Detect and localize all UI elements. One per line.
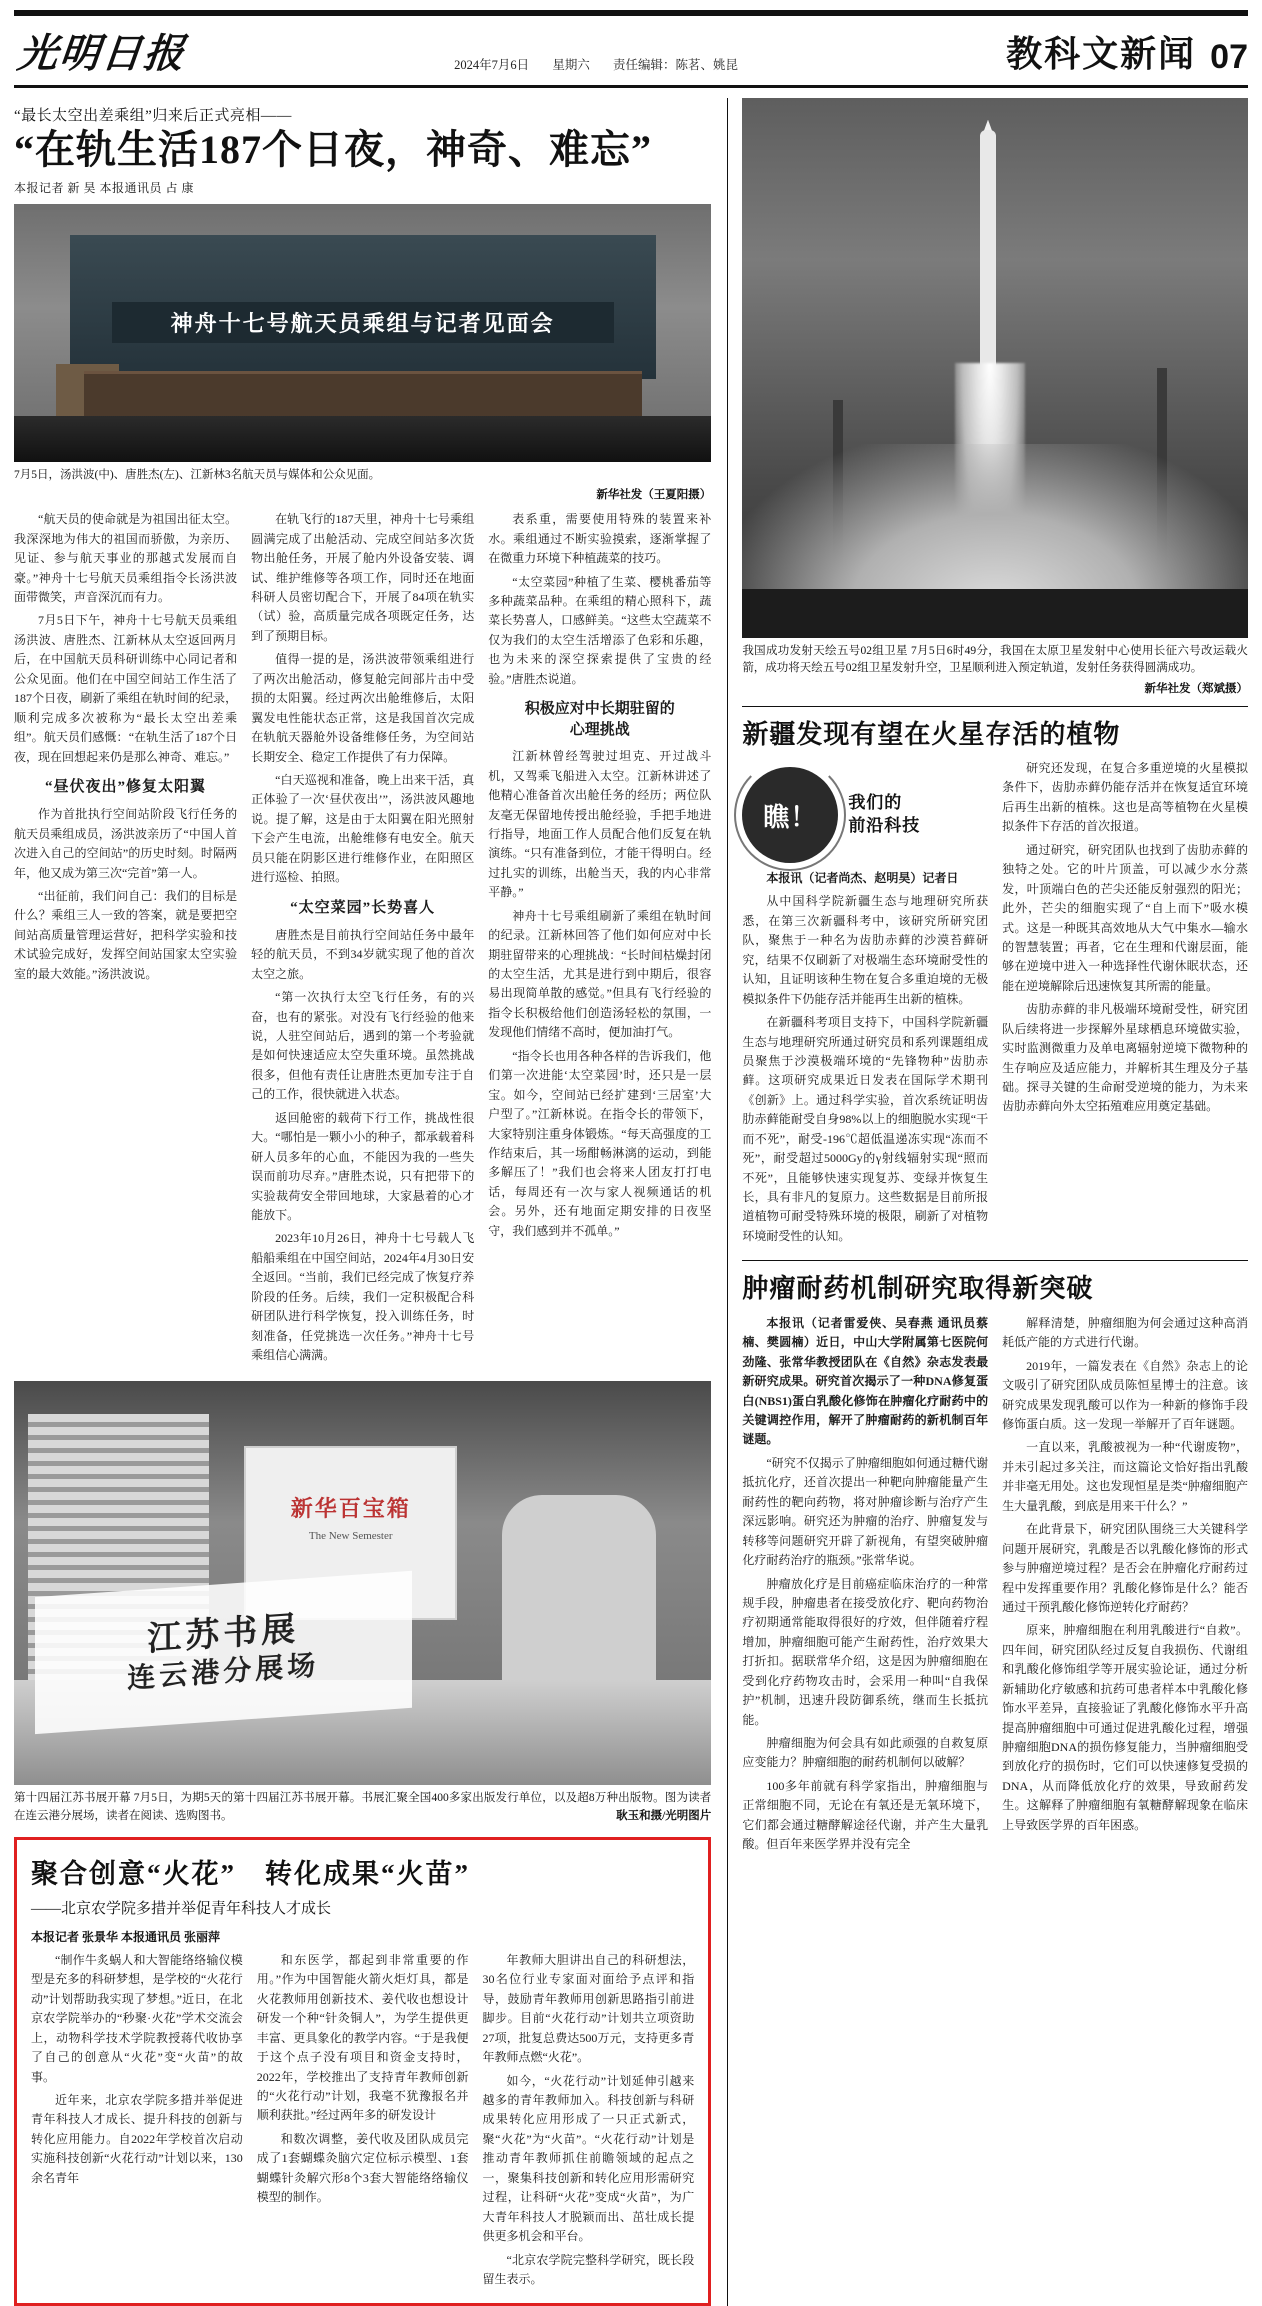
- tumor-col-1: [742, 1314, 988, 1859]
- paragraph: 在新疆科考项目支持下，中国科学院新疆生态与地理研究所通过研究员和系列课题组成员聚焦于沙漠极端环境的“先锋物种”齿肋赤藓。这项研究成果近日发表在国际学术期刊《创新》上。通过科学实验，首次系统证明齿肋赤藓能耐受自身98%以上的细胞脱水实现“干而不死”，耐受-196℃超低温递冻实现“冻而不死”，耐受超过5000Gy的γ射线辐射实现“照而不死”，且能够快速实现复苏、变绿并恢复生长，具有非凡的复原力。这些数据是目前所报道植物可耐受特殊环境的极限，刷新了对植物环境耐受性的认知。: [742, 1015, 989, 1243]
- paragraph: 从中国科学院新疆生态与地理研究所获悉，在第三次新疆科考中，该研究所研究团队，聚焦于一种名为齿肋赤藓的沙漠苔藓研究，结果不仅刷新了对极端生态环境耐受性的认知，且证明该种生物在复合多重迫境的无极模拟条件下仍能存活并能再生出新的植株。: [742, 894, 989, 1006]
- left-column: [14, 98, 711, 2306]
- page-number: 07: [1210, 38, 1248, 76]
- caption-text: 7月5日，汤洪波(中)、唐胜杰(左)、江新林3名航天员与媒体和公众见面。: [14, 469, 381, 481]
- paragraph: 唐胜杰是目前执行空间站任务中最年轻的航天员，不到34岁就实现了他的首次太空之旅。: [251, 927, 475, 981]
- display-box-title: 新华百宝箱: [290, 1496, 411, 1522]
- sci-column-badge: [742, 767, 988, 863]
- paragraph: 原来，肿瘤细胞在利用乳酸进行“自救”。四年间，研究团队经过反复自我损伤、代谢组和乳酸化修饰组学等开展实验论证，通过分析新辅助化疗敏感和抗药可患者样本中乳酸化修饰水平差异，直接验证了乳酸化修饰水平升高提高肿瘤细胞中可通过促进乳酸化过程，增强肿瘤细胞DNA的损伤修复能力，当肿瘤细胞受到放化疗的损伤时，它们可以快速修复受损的DNA，从而降低放化疗的效果，导致耐药发生。这解释了肿瘤细胞有氧糖酵解现象在临床上导致医学界的百年困惑。: [1002, 1623, 1248, 1832]
- paragraph: 如今，“火花行动”计划延伸引越来越多的青年教师加入。科技创新与科研成果转化应用形成了一只正式新式，聚“火花”为“火苗”。“火花行动”计划是推动青年教师抓住前瞻领域的起点之一，聚集科技创新和转化应用形需研究过程，让科研“火花”变成“火苗”，为广大青年科技人才脱颖而出、茁壮成长提供更多机会和平台。: [482, 2073, 695, 2244]
- page-columns: [14, 98, 1248, 2306]
- lead-subhead-3: [488, 699, 711, 741]
- rocket-body: [980, 130, 996, 368]
- banner-subtitle: 连云港分展场: [127, 1650, 320, 1695]
- paragraph: “研究不仅揭示了肿瘤细胞如何通过糖代谢抵抗化疗，还首次提出一种靶向肿瘤能量产生耐药性的靶向药物，将对肿瘤诊断与治疗产生深远影响。研究还为肿瘤的治疗、肿瘤复发与转移等问题研究开辟了新视角，有望突破肿瘤化疗耐药治疗的瓶颈。”张常华说。: [742, 1455, 989, 1568]
- photo-audience: [14, 416, 711, 462]
- caption-text: 第十四届江苏书展开幕 7月5日，为期5天的第十四届江苏书展开幕。书展汇聚全国400多家出版发行单位，以及超8万种出版物。图为读者在连云港分展场，读者在阅读、选购图书。: [14, 1792, 712, 1822]
- mars-columns: [742, 759, 1248, 1250]
- paragraph: 解释清楚，肿瘤细胞为何会通过这种高消耗低产能的方式进行代谢。: [1002, 1315, 1248, 1350]
- mars-col-2: [1002, 759, 1248, 1250]
- paragraph: [742, 869, 988, 888]
- paragraph: 神舟十七号乘组刷新了乘组在轨时间的纪录。江新林回答了他们如何应对中长期驻留带来的心理挑战：“长时间枯燥封闭的太空生活，尤其是进行到中期后，很容易出现简单散的感觉。”但具有飞行经验的指令长积极给他们创造汤轻松的氛围，一发现他们情绪不高时，便加油打气。: [488, 908, 712, 1040]
- paragraph: 江新林曾经驾驶过坦克、开过战斗机，又驾乘飞船进入太空。江新林讲述了他精心准备首次出舱任务的经历；两位队友毫无保留地传授出舱经验，手把手地进行指导，地面工作人员配合他们反复在轨演练。“只有准备到位，才能干得明白。经过扎实的训练，出舱当天，我的内心非常平静。”: [488, 749, 712, 900]
- paragraph: “指令长也用各种各样的告诉我们，他们第一次进能‘太空菜园’时，还只是一层宝。如今，空间站已经扩建到‘三居室’大户型了。”江新林说。在指令长的带领下，大家特别注重身体锻炼。“每天高强度的工作结束后，其一场酣畅淋漓的运动，到能多解压了！”我们也会将来人团友打打电话，每周还有一次与家人视频通话的机会。另外，还有地面定期安排的日夜坚守，我们感到并不孤单。”: [488, 1048, 712, 1238]
- masthead: [14, 16, 1248, 88]
- photo-ground: [742, 589, 1248, 638]
- right-column: [727, 98, 1248, 2306]
- highlight-col-2: [257, 1951, 469, 2293]
- book-fair-photo: [14, 1381, 711, 1785]
- highlight-article-box: [14, 1837, 711, 2306]
- highlight-col-3: [483, 1951, 695, 2293]
- book-fair-caption: [14, 1790, 711, 1825]
- paragraph: 年教师大胆讲出自己的科研想法，30名位行业专家面对面给予点评和指导，鼓励青年教师用创新思路指引前进脚步。目前“火花行动”计划共立项资助27项，批复总费达500万元，支持更多青年教师点燃“火花”。: [482, 1952, 695, 2065]
- subhead-line-1: 积极应对中长期驻留的: [524, 701, 675, 718]
- highlight-columns: [31, 1951, 694, 2293]
- rocket-caption: [742, 643, 1248, 678]
- lead-photo-caption: [14, 467, 711, 484]
- highlight-title: 聚合创意“火花” 转化成果“火苗”: [31, 1858, 470, 1889]
- subhead-line-2: 心理挑战: [569, 722, 630, 739]
- issue-weekday: 星期六: [552, 58, 590, 72]
- mars-body-2: [1002, 759, 1248, 1117]
- rocket-credit: 新华社发（郑斌摄）: [1144, 682, 1248, 695]
- banner-title: 江苏书展: [147, 1610, 300, 1659]
- tumor-body-1: [742, 1314, 988, 1855]
- photo-event-banner: [35, 1570, 412, 1734]
- paragraph: 和东医学，都起到非常重要的作用。”作为中国智能火箭火炬灯具，都是火花教师用创新技术、姜代收也想设计研发一个种“针灸铜人”，为学生提供更丰富、更具象化的教学内容。“于是我便于这个点子没有项目和资金支持时，2022年，学校推出了支持青年教师创新的“火花行动”计划，我毫不犹豫报名并顺利获批。”经过两年多的研发设计: [256, 1952, 469, 2123]
- paragraph: 100多年前就有科学家指出，肿瘤细胞与正常细胞不同，无论在有氧还是无氧环境下，它们都会通过糖酵解途径代谢，并产生大量乳酸。但百年来医学界并没有完全: [742, 1778, 989, 1852]
- paragraph: 一直以来，乳酸被视为一种“代谢废物”，并未引起过多关注，而这篇论文恰好指出乳酸并非毫无用处。这也发现恒星是类“肿瘤细胞产生大量乳酸，到底是用来干什么？”: [1002, 1440, 1248, 1513]
- launch-smoke: [742, 444, 1248, 606]
- section-divider: [742, 1260, 1248, 1261]
- paragraph: 近年来，北京农学院多措并举促进青年科技人才成长、提升科技的创新与转化应用能力。自2022年学校首次启动实施科技创新“火花行动”计划以来，130余名青年: [31, 2093, 243, 2185]
- issue-date: 2024年7月6日: [454, 58, 530, 72]
- lead-body-columns: [14, 510, 711, 1369]
- newspaper-page: [0, 10, 1262, 2286]
- paragraph: 返回舱密的载荷下行工作，挑战性很大。“哪怕是一颗小小的种子，都承载着科研人员多年的心血，不能因为我的一些失误而前功尽弃。”唐胜杰说，只有把带下的实验裁荷安全带回地球，大家悬着的心才能放下。: [251, 1110, 475, 1222]
- paragraph: 在此背景下，研究团队围绕三大关键科学问题开展研究，乳酸是否以乳酸化修饰的形式参与肿瘤逆境过程？是否会在肿瘤化疗耐药过程中发挥重要作用？乳酸化修饰是什么？能否通过干预乳酸化修饰逆转化疗耐药？: [1002, 1522, 1248, 1614]
- highlight-col-1: [31, 1951, 243, 2293]
- highlight-subtitle: ——北京农学院多措并举促青年科技人才成长: [31, 1900, 332, 1917]
- paragraph: 研究还发现，在复合多重逆境的火星模拟条件下，齿肋赤藓仍能存活并在恢复适宜环境后再生出新的植株。这也是高等植物在火星模拟条件下存活的首次报道。: [1002, 761, 1248, 834]
- paragraph: [742, 1314, 988, 1450]
- paragraph: 7月5日下午，神舟十七号航天员乘组汤洪波、唐胜杰、江新林从太空返回两月后，在中国航天员科研训练中心同记者和公众见面。他们在中国空间站工作生活了187个日夜，刷新了乘组在轨时间的纪录，顺利完成多次被称为“最长太空出差乘组”。航天员们感慨：“在轨生活了187个日夜，现在回想起来仍是那么神奇、难忘。”: [14, 613, 238, 764]
- badge-ring: [734, 759, 846, 871]
- paragraph: “制作牛炙蜗人和大智能络络输仪模型是充多的科研梦想，是学校的“火花行动”计划帮助我实现了梦想。”近日，在北京农学院举办的“秒聚·火花”学术交流会上，动物科学技术学院教授蒋代收协享了自己的创意从“火花”变“火苗”的故事。: [31, 1952, 243, 2084]
- photo-desk: [84, 371, 642, 420]
- paragraph: “北京农学院完整科学研究，既长段留生表示。: [482, 2252, 695, 2286]
- mars-article-title: 新疆发现有望在火星存活的植物: [742, 719, 1121, 749]
- lead-subhead-2: “太空菜园”长势喜人: [290, 899, 436, 916]
- paragraph: “航天员的使命就是为祖国出征太空。我深深地为伟大的祖国而骄傲，为亲历、见证、参与航天事业的那越式发展而自豪。”神舟十七号航天员乘组指令长汤洪波面带微笑，声音深沉而有力。: [14, 512, 238, 604]
- paragraph: “太空菜园”种植了生菜、樱桃番茄等多种蔬菜品种。在乘组的精心照科下，蔬菜长势喜人，口感鲜美。“这些太空蔬菜不仅为我们的太空生活增添了色彩和乐趣，也为未来的深空探索提供了宝贵的经验。”唐胜杰说道。: [488, 574, 712, 686]
- masthead-info: [186, 55, 1006, 79]
- mars-col-1: [742, 759, 988, 1250]
- paragraph: “白天巡视和准备，晚上出来干活，真正体验了一次‘昼伏夜出’”，汤洪波风趣地说。提了解，这是由于太阳翼在阳光照射下会产生电流，出舱维修有电安全。航天员只能在阴影区进行维修作业，在阳照区进行巡检、拍照。: [251, 772, 475, 885]
- lead-col-3: [488, 510, 711, 1369]
- paragraph: 2019年，一篇发表在《自然》杂志上的论文吸引了研究团队成员陈恒星博士的注意。该研究成果发现乳酸可以作为一种新的修饰手段修饰蛋白质。这一发现一举解开了百年谜题。: [1002, 1358, 1248, 1431]
- paragraph: 在轨飞行的187天里，神舟十七号乘组圆满完成了出舱活动、完成空间站多次货物出舱任务，开展了舱内外设备安装、调试、维护维修等各项工作，同时还在地面科研人员密切配合下，开展了84项在轨实（试）验，高质量完成各项既定任务，达到了预期目标。: [251, 512, 475, 643]
- paragraph: 表系重，需要使用特殊的装置来补水。乘组通过不断实验摸索，逐渐掌握了在微重力环境下种植蔬菜的技巧。: [488, 512, 712, 566]
- photo-banner-text: 神舟十七号航天员乘组与记者见面会: [170, 311, 555, 337]
- display-box-subtitle: The New Semester: [308, 1529, 393, 1542]
- issue-editor: 责任编辑：陈茗、姚昆: [612, 58, 738, 72]
- tumor-article-title: 肿瘤耐药机制研究取得新突破: [742, 1274, 1094, 1304]
- paragraph: 作为首批执行空间站阶段飞行任务的航天员乘组成员，汤洪波亲历了“中国人首次进入自己的空间站”的历史时刻。时隔两年，他又成为第三次“完首”第一人。: [14, 807, 238, 880]
- paragraph: 肿瘤细胞为何会具有如此顽强的自救复原应变能力？肿瘤细胞的耐药机制何以破解？: [742, 1736, 989, 1770]
- paragraph: 通过研究，研究团队也找到了齿肋赤藓的独特之处。它的叶片顶盖，可以减少水分蒸发，叶顶端白色的芒尖还能反射强烈的阳光；此外，芒尖的细胞实现了“自上而下”吸水模式。这是一种既其高效地从大气中集水—输水的智慧装置；再者，它在生理和代谢层面，能够在逆境中进入一种选择性代谢休眠状态，还能在逆境解除后迅速恢复其所需的能量。: [1002, 842, 1248, 993]
- press-conference-photo: [14, 204, 711, 462]
- lead-shoulder: “最长太空出差乘组”归来后正式亮相——: [14, 108, 292, 124]
- tumor-col-2: [1002, 1314, 1248, 1859]
- lead-subhead-1: “昼伏夜出”修复太阳翼: [45, 778, 207, 795]
- paragraph: 齿肋赤藓的非凡极端环境耐受性，研究团队后续将进一步探解外星球栖息环境做实验，实时监测微重力及单电离辐射逆境下微物种的生存响应及适应能力，并解析其生理及分子基础。探寻关键的生命耐受逆境的能力，为未来齿肋赤藓向外太空拓殖难应用奠定基础。: [1002, 1002, 1248, 1114]
- section-title: 教科文新闻: [1006, 34, 1197, 74]
- mars-body-1: [742, 869, 988, 1246]
- paragraph: “出征前，我们问自己：我们的目标是什么？乘组三人一致的答案，就是要把空间站高质量管理运营好，把科学实验和技术试验完成好，发挥空间站国家太空实验室的最大效能。”汤洪波说。: [14, 888, 238, 981]
- paragraph: 肿瘤放化疗是目前癌症临床治疗的一种常规手段，肿瘤患者在接受放化疗、靶向药物治疗初期通常能取得很好的疗效，但伴随着疗程增加，肿瘤细胞可能产生耐药性，治疗效果大打折扣。据联常华介绍，这是因为肿瘤细胞在受到化疗药物攻击时，会采用一种叫“自我保护”机制，迅速升段防御系统，继而生长抵抗能。: [742, 1576, 989, 1727]
- lead-photo-credit: 新华社发（王夏阳摄）: [596, 489, 712, 502]
- paragraph: 值得一提的是，汤洪波带领乘组进行了两次出舱活动，修复舱完间部片击中受损的太阳翼。经过两次出舱维修后，太阳翼发电性能状态正常，这是我国首次完成在轨航天器舱外设备维修任务，为空间站长期安全、稳定工作提供了有力保障。: [251, 652, 475, 764]
- tumor-byline: 本报讯（记者雷爱侠、吴春燕 通讯员蔡楠、樊圆楠）近日，中山大学附属第七医院何劲隆、张常华教授团队在《自然》杂志发表最新研究成果。研究首次揭示了一种DNA修复蛋白(NBS1)蛋白乳酸化修饰在肿瘤化疗耐药中的关键调控作用，解开了肿瘤耐药的新机制百年谜题。: [742, 1315, 989, 1447]
- lead-headline: “在轨生活187个日夜，神奇、难忘”: [14, 127, 652, 172]
- tumor-body-2: [1002, 1314, 1248, 1835]
- highlight-byline: 本报记者 张景华 本报通讯员 张丽萍: [31, 1929, 221, 1944]
- mars-byline: 本报讯（记者尚杰、赵明昊）记者日: [766, 871, 959, 885]
- caption-text: 我国成功发射天绘五号02组卫星 7月5日6时49分，我国在太原卫星发射中心使用长征六号改运载火箭，成功将天绘五号02组卫星发射升空，卫星顺利进入预定轨道，发射任务获得圆满成功。: [742, 645, 1248, 675]
- lead-byline: 本报记者 新 昊 本报通讯员 占 康: [14, 181, 195, 195]
- paragraph: 2023年10月26日，神舟十七号载人飞船船乘组在中国空间站，2024年4月30日安全返回。“当前，我们已经完成了恢复疗养阶段的任务。后续，我们一定积极配合科研团队进行科学恢复，投入训练任务，时刻准备，任党挑选一次任务。”神舟十七号乘组信心满满。: [251, 1231, 475, 1363]
- paragraph: “第一次执行太空飞行任务，有的兴奋，也有的紧张。对没有飞行经验的他来说，人驻空间站后，遇到的第一个考验就是如何快速适应太空失重环境。虽然挑战很多，但他有责任让唐胜杰更加专注于自己的工作，很快就进入状态。: [251, 990, 475, 1102]
- tumor-columns: [742, 1314, 1248, 1859]
- rocket-launch-photo: [742, 98, 1248, 638]
- badge-eye-text: 瞧！: [763, 802, 818, 832]
- paragraph: 和数次调整，姜代收及团队成员完成了1套蝴蝶灸脑穴定位标示模型、1套蝴蝶针灸解穴形8个3套大智能络络输仪模型的制作。: [256, 2131, 469, 2205]
- masthead-section: [1006, 26, 1248, 79]
- section-divider: [742, 706, 1248, 707]
- book-fair-credit: 耿玉和摄/光明图片: [616, 1809, 712, 1822]
- badge-label: 我们的 前沿科技: [848, 793, 921, 835]
- lead-col-1: [14, 510, 237, 1369]
- eye-icon: [742, 767, 838, 863]
- newspaper-logo: 光明日报: [15, 30, 189, 77]
- lead-col-2: [251, 510, 474, 1369]
- event-banner-text: [127, 1608, 319, 1696]
